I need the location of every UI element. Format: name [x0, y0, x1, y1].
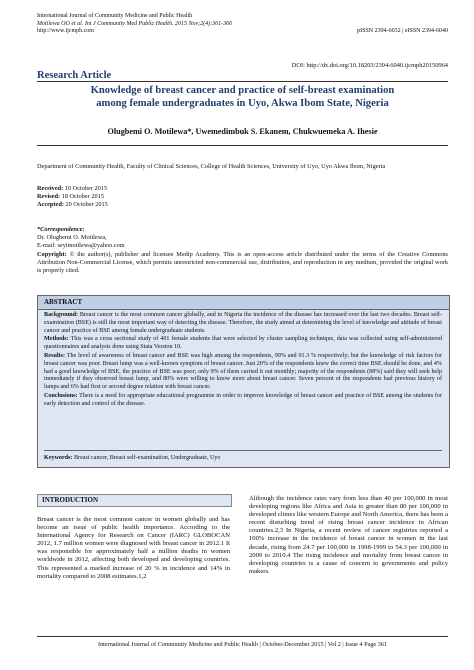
correspondence-name: Dr. Olugbemi O. Motilewa, — [37, 234, 107, 242]
correspondence-block — [37, 226, 337, 251]
introduction-right-column: Although the incidence rates vary from less than 40 per 100,000 in most developing regions like Africa and Asia to greater than 80 per 100,000 in developed climes like western Europe and North America, there has been a recent disturbing trend of rising breast cancer incidence in African countries.2,3 In Nigeria, a recent review of cancer registries reported a 100% increase in the incidence of breast cancer in women in the last decade, rising from 24.7 per 100,000 in 1998-1999 to 54.3 per 100,000 in 2009 to 2010.4 The rising incidence and mortality from breast cancer in developing countries is a cause of concern to governments and policy makers. — [249, 495, 448, 575]
dates-block — [37, 185, 337, 210]
conclusions-text: There is a need for appropriate educational programme in order to improve knowledge of breast cancer and practice of BSE among the students for early detection and control of the disease. — [44, 392, 442, 407]
keywords-text: Breast cancer, Breast self-examination, Undergraduate, Uyo — [73, 455, 221, 461]
title-line-1: Knowledge of breast cancer and practice of self-breast examination — [90, 85, 395, 96]
title-line-2: among female undergraduates in Uyo, Akwa Ibom State, Nigeria — [96, 98, 389, 109]
article-type: Research Article — [37, 70, 112, 81]
accepted-label: Accepted: — [37, 201, 64, 209]
introduction-heading: INTRODUCTION — [42, 496, 99, 504]
keywords-line — [44, 450, 442, 461]
issn: pISSN 2394-6032 | eISSN 2394-6040 — [357, 28, 448, 34]
abstract-methods — [44, 336, 442, 352]
correspondence-label: *Correspondence: — [37, 226, 85, 233]
received-date: 10 October 2015 — [64, 185, 108, 192]
journal-name: International Journal of Community Medicine and Public Health — [37, 13, 193, 19]
background-label: Background: — [44, 312, 79, 318]
methods-text: This was a cross sectional study of 401 female students that were selected by cluster sampling technique, data was collected using self-administered questionnaires and analysis done using Stata Version 10. — [44, 336, 442, 351]
footer-rule — [37, 636, 448, 637]
results-text: The level of awareness of breast cancer and BSE was high among the respondents, 99% and 91.3 % respectively; but the knowledge of risk factors for breast cancer was poor. Breast lump was a well-known symptom of breast cancer. Just 20% of the respondents knew the correct time BSE should be done, and 4% had a good knowledge of BSE, the practice of BSE was poor; only 9% of them carried it out monthly; majority of the respondents (88%) said they will seek help immediately if they observed breast lump, and 80% were willing to know more about breast cancer. Seven percent of the respondents had previous history of lumps and 6% had first or second degree relation with breast cancer. — [44, 352, 442, 391]
abstract-body — [44, 312, 442, 410]
correspondence-email[interactable]: E-mail: seyimotilewa@yahoo.com — [37, 242, 125, 250]
journal-url[interactable]: http://www.ijcmph.com — [37, 28, 94, 35]
doi-link[interactable]: DOI: http://dx.doi.org/10.18203/2394-6040.ijcmph20150964 — [291, 62, 448, 69]
page-footer: International Journal of Community Medicine and Public Health | October-December 2015 | Vol 2 | Issue 4 Page 361 — [98, 641, 387, 648]
abstract-background — [44, 312, 442, 335]
abstract-box — [37, 295, 450, 468]
journal-header — [37, 13, 232, 36]
conclusions-label: Conclusions: — [44, 392, 78, 399]
paper-title — [37, 84, 448, 110]
results-label: Results: — [44, 352, 65, 359]
revised-date: 18 October 2015 — [61, 193, 104, 201]
abstract-heading: ABSTRACT — [44, 298, 83, 306]
copyright-text: © the author(s), publisher and licensee Medip Academy. This is an open-access article distributed under the terms of the Creative Commons Attribution Non-Commercial License, which permits unrestricted non-commercial use, distribution, and reproduction in any medium, provided the original work is properly cited. — [37, 251, 448, 275]
methods-label: Methods: — [44, 336, 69, 343]
abstract-header — [38, 296, 449, 310]
accepted-date: 20 October 2015 — [65, 201, 108, 209]
revised-label: Revised: — [37, 193, 61, 201]
citation-line: Motilewa OO et al. Int J Community Med Public Health. 2015 Nov;2(4):361-366 — [37, 20, 233, 27]
received-label: Received: — [37, 185, 64, 192]
abstract-conclusions — [44, 393, 442, 409]
author-rule — [37, 145, 448, 146]
copyright-notice — [37, 251, 448, 276]
introduction-heading-box — [37, 494, 232, 507]
keywords-label: Keywords: — [44, 455, 73, 461]
background-text: Breast cancer is the most common cancer globally, and in Nigeria the incidence of the disease has increased over the last two decades. Breast self-examination (BSE) is still the most important way of detecting the disease. Therefore, the study aimed at determining the level of knowledge and attitude of breast cancer and practice of BSE among female undergraduate students. — [44, 312, 442, 334]
copyright-label: Copyright: — [37, 251, 67, 258]
abstract-results — [44, 353, 442, 392]
affiliation: Department of Community Health, Faculty of Clinical Sciences, College of Health Sciences, University of Uyo, Uyo Akwa Ibom, Nigeria — [37, 163, 386, 170]
introduction-left-column: Breast cancer is the most common cancer in women globally and has become an issue of public health importance. According to the International Agency for Research on Cancer (IARC) GLOBOCAN 2012, 1.7 million women were diagnosed with breast cancer in 2012.1 It was responsible for approximately half a million deaths in women worldwide in 2012, affecting both developed and developing countries. This represented a marked increase of 20 % in incidence and 14% in mortality compared to 2008 estimates.1,2 — [37, 516, 230, 580]
author-list: Olugbemi O. Motilewa*, Uwemedimbuk S. Ekanem, Chukwuemeka A. Ihesie — [107, 127, 378, 136]
title-rule-top — [37, 81, 448, 82]
